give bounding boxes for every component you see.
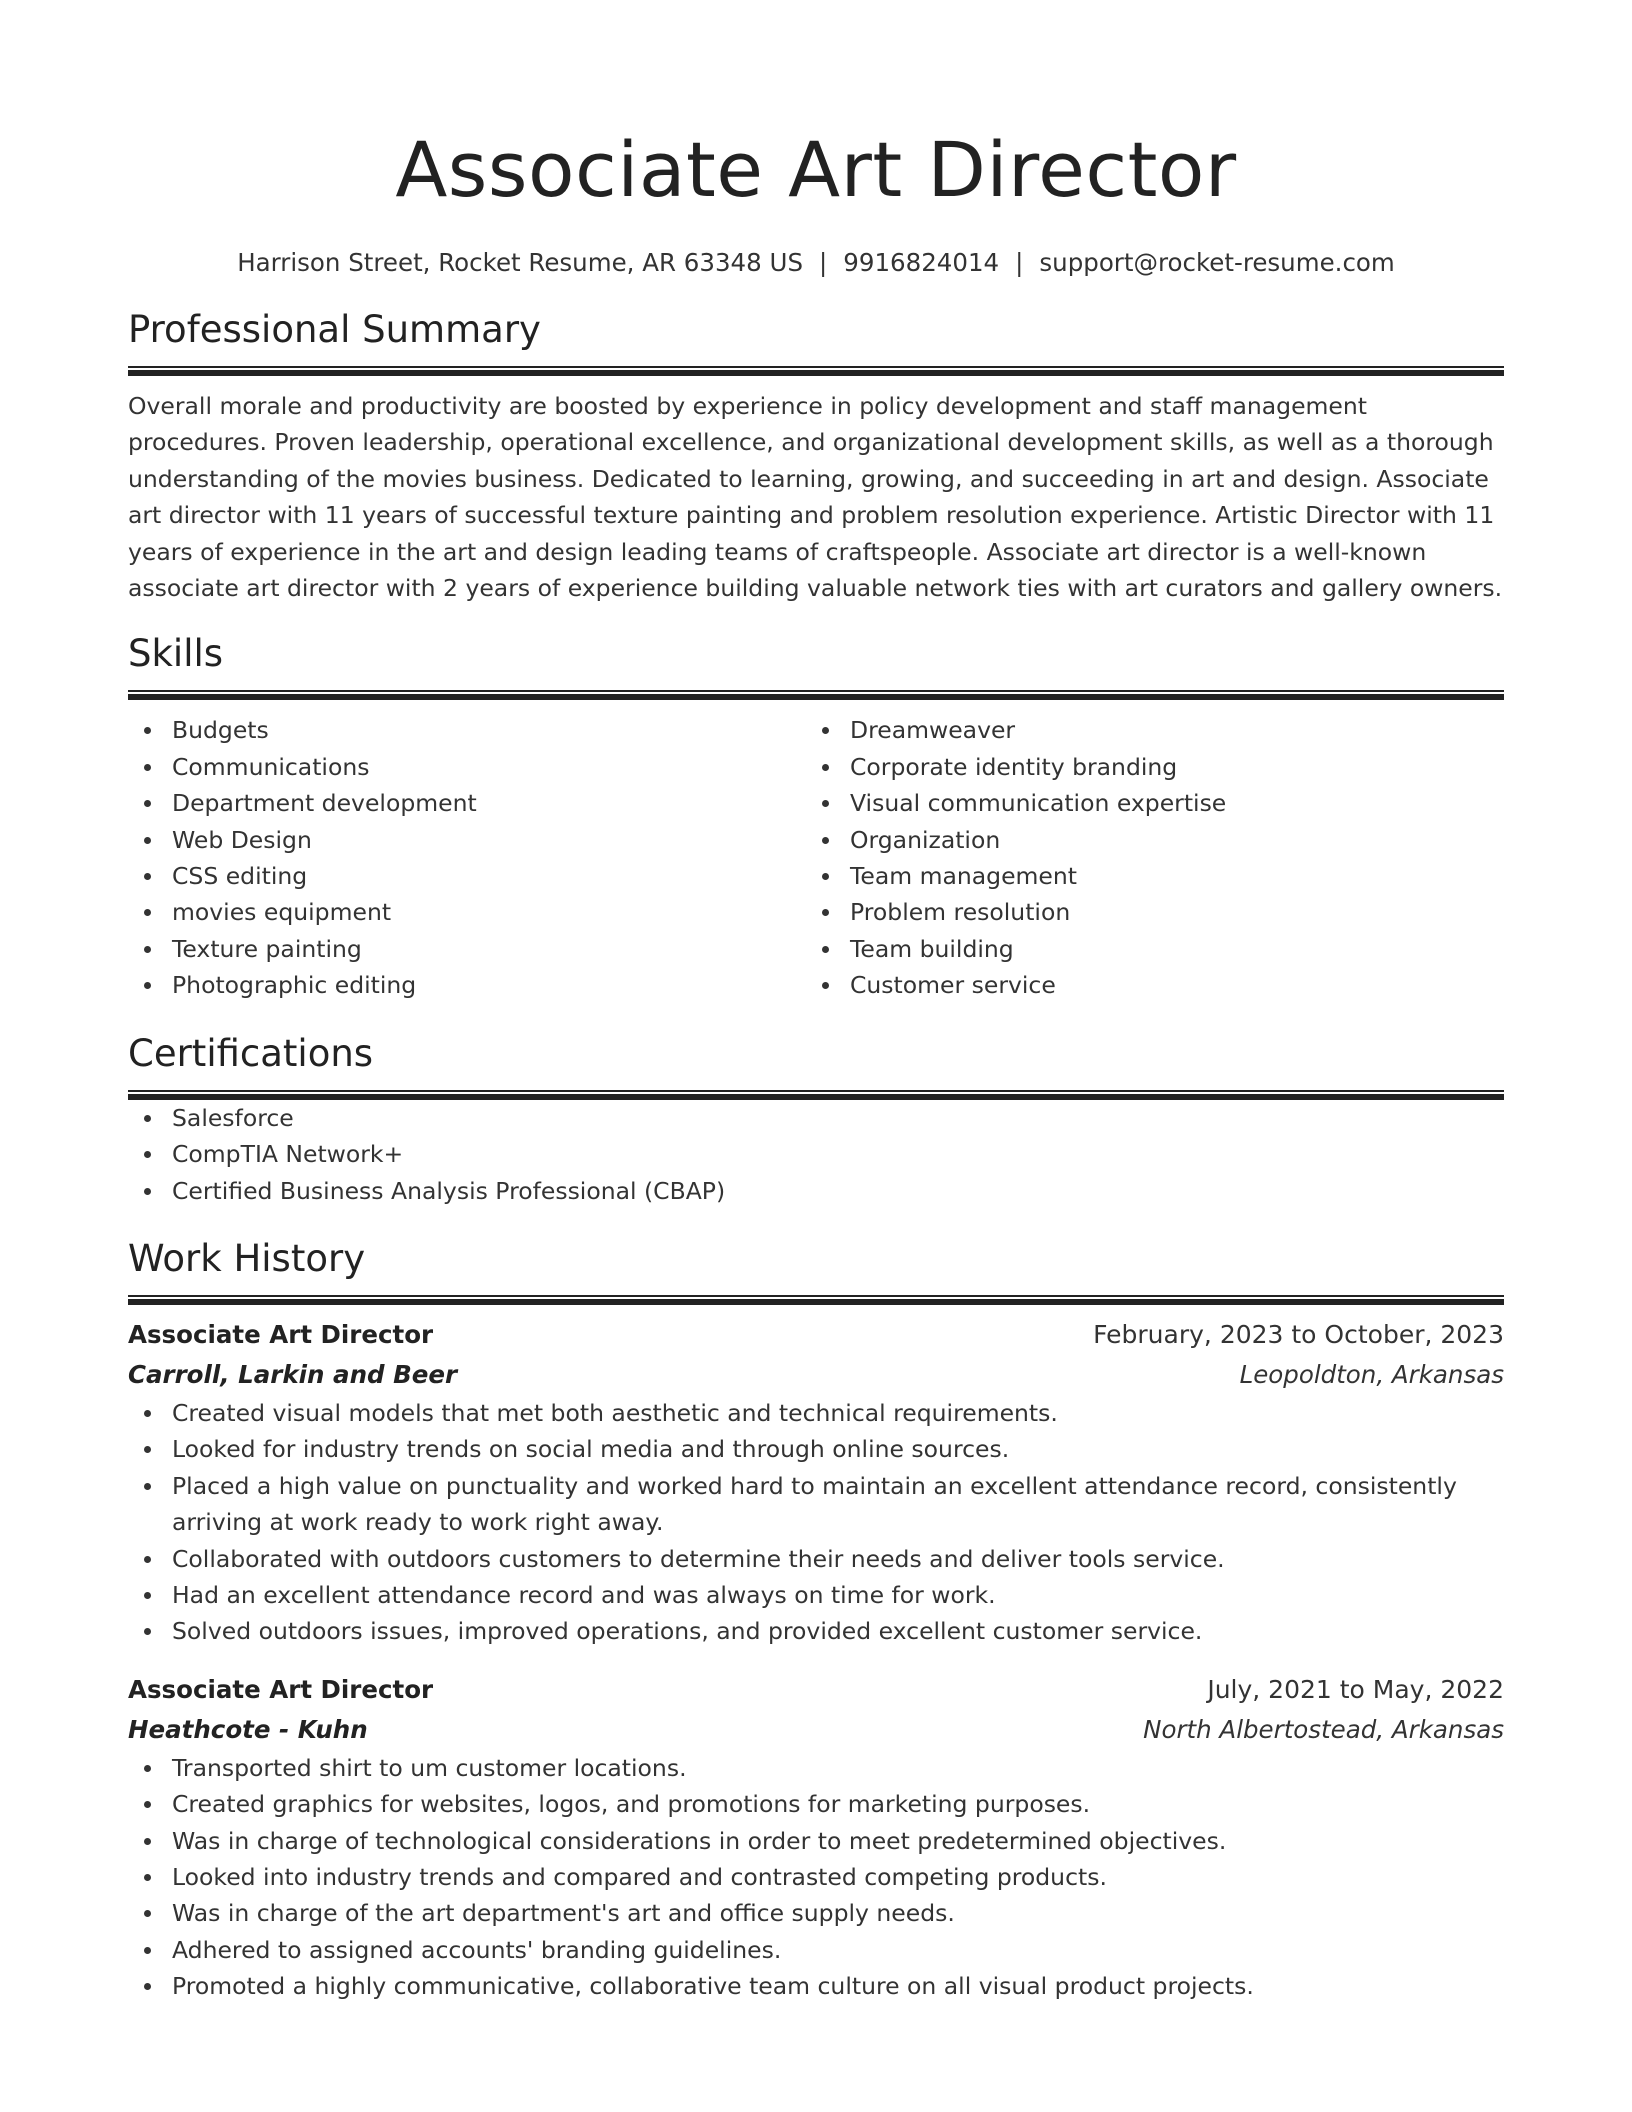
section-divider [128, 1295, 1504, 1305]
skill-item: Dreamweaver [850, 712, 1484, 748]
job-company-row [128, 1710, 1504, 1750]
contact-address: Harrison Street, Rocket Resume, AR 63348 US [237, 248, 803, 277]
job-title: Associate Art Director [128, 1319, 434, 1349]
skill-item: Department development [172, 785, 806, 821]
job-duty-item: Placed a high value on punctuality and worked hard to maintain an excellent attendance record, consistently arriving at work ready to work right away. [172, 1468, 1504, 1541]
job-duty-item: Looked into industry trends and compared and contrasted competing products. [172, 1859, 1504, 1895]
job-header-row [128, 1670, 1504, 1710]
job-duty-item: Was in charge of the art department's art and office supply needs. [172, 1895, 1504, 1931]
job-duty-item: Collaborated with outdoors customers to determine their needs and deliver tools service. [172, 1541, 1504, 1577]
job-dates: February, 2023 to October, 2023 [1093, 1319, 1504, 1349]
job-company: Heathcote - Kuhn [128, 1714, 368, 1744]
skill-item: Team building [850, 931, 1484, 967]
summary-heading: Professional Summary [128, 308, 541, 351]
job-entry [128, 1315, 1504, 1650]
certification-item: CompTIA Network+ [172, 1136, 1504, 1172]
skill-item: Team management [850, 858, 1484, 894]
skill-item: Organization [850, 822, 1484, 858]
section-divider [128, 366, 1504, 376]
job-duty-item: Transported shirt to um customer locations. [172, 1750, 1504, 1786]
contact-separator: | [819, 248, 828, 277]
skills-section [128, 630, 1504, 1003]
skill-item: CSS editing [172, 858, 806, 894]
skills-heading: Skills [128, 632, 224, 676]
certifications-list [128, 1100, 1504, 1209]
resume-title: Associate Art Director [395, 125, 1237, 214]
skill-item: Visual communication expertise [850, 785, 1484, 821]
job-duty-item: Promoted a highly communicative, collaborative team culture on all visual product projects. [172, 1968, 1504, 2004]
contact-phone: 9916824014 [843, 248, 1000, 277]
section-divider [128, 690, 1504, 700]
skills-grid [128, 712, 1504, 1003]
work-history-heading: Work History [128, 1236, 366, 1280]
job-duty-item: Created visual models that met both aesthetic and technical requirements. [172, 1395, 1504, 1431]
skill-item: Communications [172, 749, 806, 785]
skill-item: Texture painting [172, 931, 806, 967]
skill-item: Photographic editing [172, 967, 806, 1003]
certification-item: Salesforce [172, 1100, 1504, 1136]
contact-separator: | [1015, 248, 1024, 277]
certifications-heading: Certifications [128, 1031, 374, 1075]
certifications-section [128, 1030, 1504, 1209]
skill-item: Corporate identity branding [850, 749, 1484, 785]
job-duty-item: Had an excellent attendance record and was always on time for work. [172, 1577, 1504, 1613]
job-entry [128, 1670, 1504, 2005]
job-company: Carroll, Larkin and Beer [128, 1359, 458, 1389]
job-location: Leopoldton, Arkansas [1239, 1359, 1504, 1389]
job-duty-item: Was in charge of technological considerations in order to meet predetermined objectives. [172, 1823, 1504, 1859]
job-duty-item: Solved outdoors issues, improved operations, and provided excellent customer service. [172, 1613, 1504, 1649]
resume-content [128, 118, 1504, 2005]
contact-email[interactable]: support@rocket-resume.com [1039, 248, 1395, 277]
job-duties-list [128, 1750, 1504, 2005]
job-duty-item: Created graphics for websites, logos, and promotions for marketing purposes. [172, 1786, 1504, 1822]
job-company-row [128, 1355, 1504, 1395]
skills-list-left [128, 712, 806, 1003]
skills-list-right [806, 712, 1484, 1003]
job-header-row [128, 1315, 1504, 1355]
certification-item: Certified Business Analysis Professional (CBAP) [172, 1173, 1504, 1209]
skills-column-right [806, 712, 1484, 1003]
job-duties-list [128, 1395, 1504, 1650]
summary-section [128, 306, 1504, 606]
skill-item: Budgets [172, 712, 806, 748]
job-duty-item: Looked for industry trends on social media and through online sources. [172, 1431, 1504, 1467]
work-history-section [128, 1235, 1504, 2005]
contact-line [128, 246, 1504, 280]
job-title: Associate Art Director [128, 1674, 434, 1704]
job-dates: July, 2021 to May, 2022 [1207, 1674, 1504, 1704]
section-divider [128, 1090, 1504, 1100]
skills-column-left [128, 712, 806, 1003]
summary-text: Overall morale and productivity are boosted by experience in policy development and staff management procedures. Proven leadership, operational excellence, and organizational development skills, as well as a thorough understanding of the movies business. Dedicated to learning, growing, and succeeding in art and design. Associate art director with 11 years of successful texture painting and problem resolution experience. Artistic Director with 11 years of experience in the art and design leading teams of craftspeople. Associate art director is a well-known associate art director with 2 years of experience building valuable network ties with art curators and gallery owners. [128, 392, 1503, 603]
skill-item: Web Design [172, 822, 806, 858]
job-location: North Albertostead, Arkansas [1143, 1714, 1504, 1744]
skill-item: movies equipment [172, 894, 806, 930]
skill-item: Customer service [850, 967, 1484, 1003]
job-duty-item: Adhered to assigned accounts' branding guidelines. [172, 1932, 1504, 1968]
skill-item: Problem resolution [850, 894, 1484, 930]
